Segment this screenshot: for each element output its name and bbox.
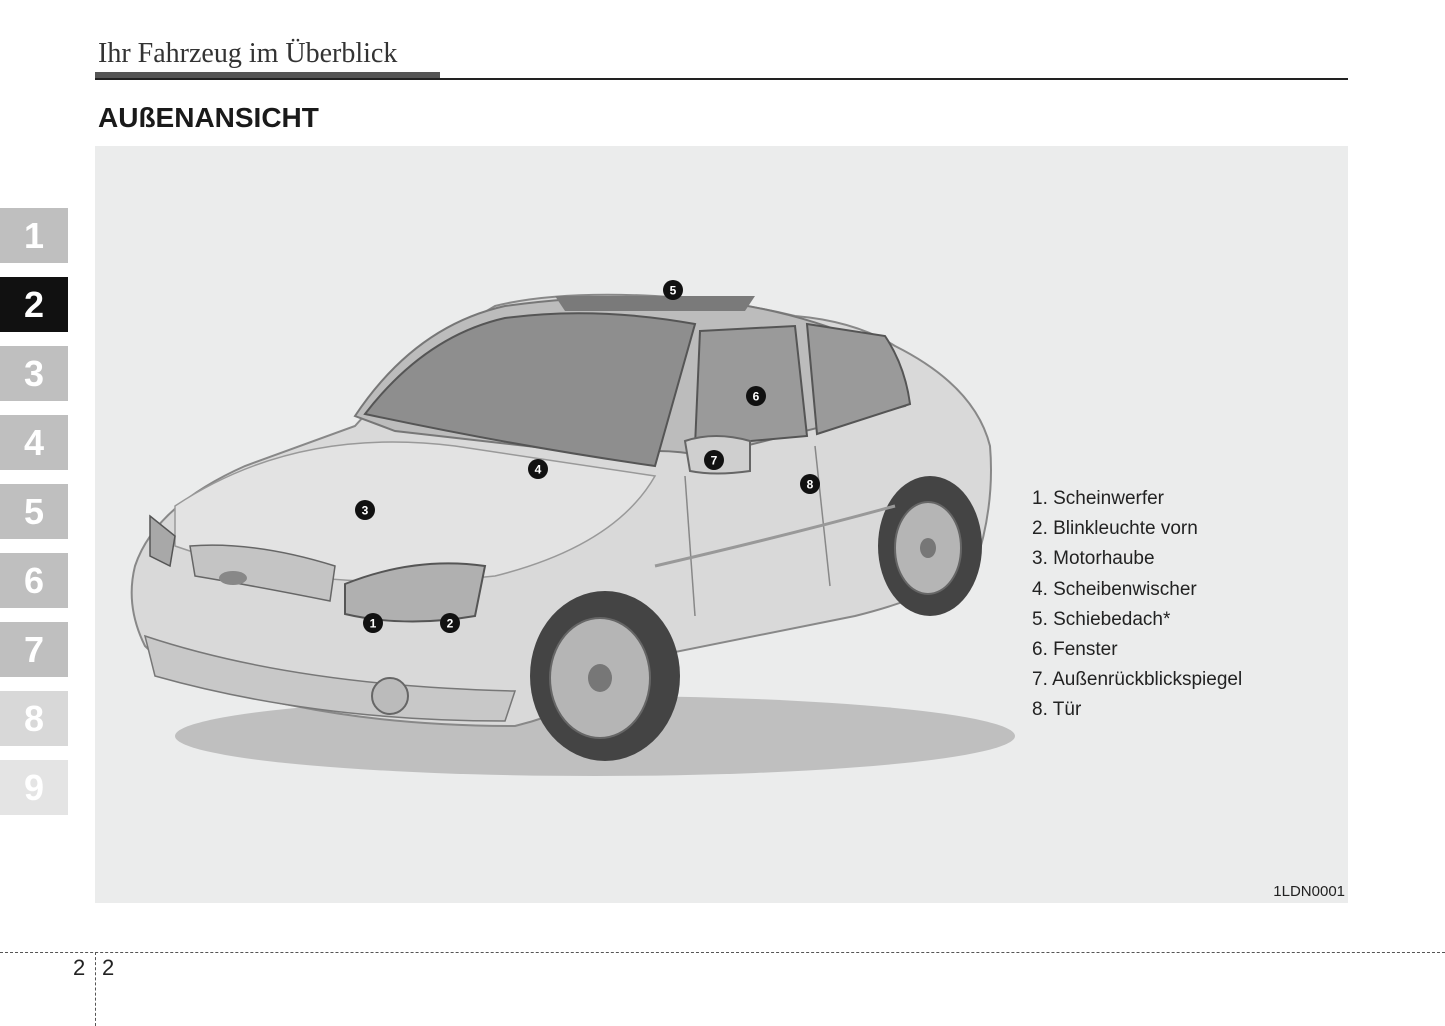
chapter-tab-5[interactable]: 5 [0, 484, 68, 539]
marker-4 [528, 459, 548, 479]
section-title: AUßENANSICHT [98, 102, 319, 133]
marker-3 [355, 500, 375, 520]
marker-7 [704, 450, 724, 470]
legend-item: 7. Außenrückblickspiegel [1032, 669, 1243, 691]
chapter-tabs [0, 208, 68, 829]
chapter-number: 2 [73, 955, 86, 980]
chapter-tab-8[interactable]: 8 [0, 691, 68, 746]
chapter-tab-2[interactable]: 2 [0, 277, 68, 332]
svg-text:7: 7 [710, 453, 718, 468]
svg-text:8: 8 [806, 477, 814, 492]
chapter-tab-9[interactable]: 9 [0, 760, 68, 815]
footer-divider [0, 952, 1445, 953]
legend-item: 1. Scheinwerfer [1032, 488, 1165, 509]
marker-5 [663, 280, 683, 300]
chapter-tab-4[interactable]: 4 [0, 415, 68, 470]
chapter-tab-7[interactable]: 7 [0, 622, 68, 677]
footer-vertical-divider [95, 952, 96, 1026]
header-title: Ihr Fahrzeug im Überblick [98, 38, 398, 69]
svg-text:3: 3 [361, 503, 369, 518]
svg-text:4: 4 [534, 462, 542, 477]
exterior-figure [95, 146, 1348, 903]
marker-8 [800, 474, 820, 494]
legend-item: 3. Motorhaube [1032, 548, 1155, 570]
legend-item: 4. Scheibenwischer [1032, 578, 1197, 600]
chapter-tab-3[interactable]: 3 [0, 346, 68, 401]
legend-item: 2. Blinkleuchte vorn [1032, 518, 1198, 540]
parts-legend [1032, 484, 1242, 726]
page-number: 2 [102, 955, 115, 980]
figure-code: 1LDN0001 [1273, 883, 1345, 900]
chapter-tab-1[interactable]: 1 [0, 208, 68, 263]
marker-6 [746, 386, 766, 406]
svg-text:5: 5 [669, 283, 677, 298]
chapter-tab-6[interactable]: 6 [0, 553, 68, 608]
header-rule [95, 78, 1348, 80]
svg-text:2: 2 [446, 616, 454, 631]
marker-2 [440, 613, 460, 633]
legend-item: 5. Schiebedach* [1032, 608, 1171, 630]
legend-item: 8. Tür [1032, 699, 1082, 721]
legend-item: 6. Fenster [1032, 639, 1118, 661]
marker-1 [363, 613, 383, 633]
svg-text:6: 6 [752, 389, 760, 404]
svg-text:1: 1 [369, 616, 377, 631]
